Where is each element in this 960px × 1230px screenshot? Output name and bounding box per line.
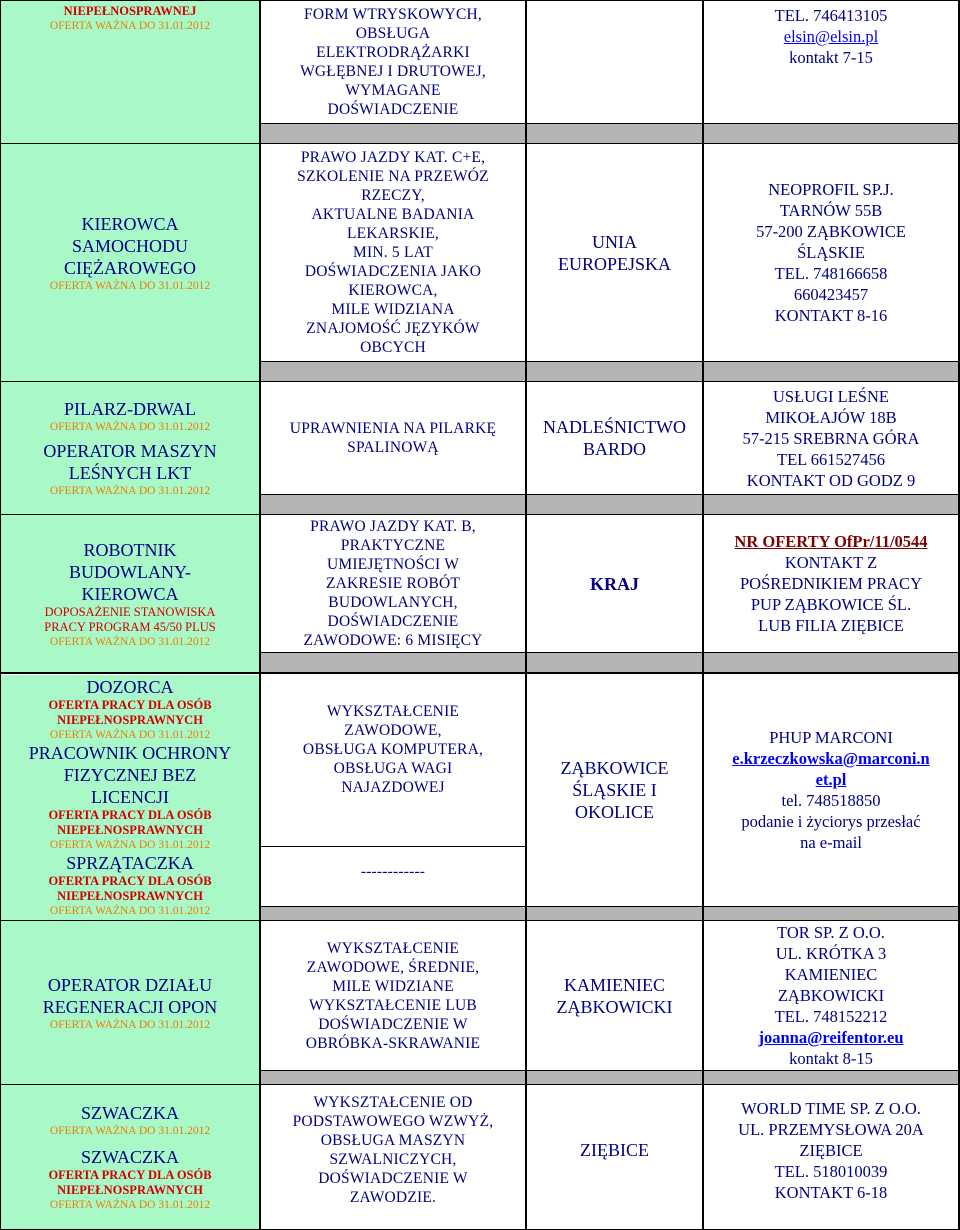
job-title: SZWACZKA xyxy=(81,1103,179,1123)
job-title: CIĘŻAROWEGO xyxy=(64,257,196,278)
row-gap xyxy=(261,1071,959,1084)
job-title: PRACOWNIK OCHRONY xyxy=(28,743,232,763)
job-title: KIEROWCA xyxy=(81,213,179,234)
email-link[interactable]: elsin@elsin.pl xyxy=(783,26,879,46)
grid-h xyxy=(261,1070,960,1071)
validity-note: OFERTA WAŻNA DO 31.01.2012 xyxy=(49,839,211,851)
place-cell: ZĄBKOWICE ŚLĄSKIE I OKOLICE xyxy=(560,758,669,822)
special-note: NIEPEŁNOSPRAWNEJ xyxy=(63,4,197,18)
job-cell xyxy=(1,674,259,920)
job-title: LICENCJI xyxy=(91,787,169,807)
place-cell: UNIA EUROPEJSKA xyxy=(557,231,672,274)
contact-cell: WORLD TIME SP. Z O.O. UL. PRZEMYSŁOWA 20A ZIĘBICE TEL. 518010039 KONTAKT 6-18 xyxy=(738,1098,924,1202)
validity-note: OFERTA WAŻNA DO 31.01.2012 xyxy=(49,1018,211,1031)
grid-h xyxy=(261,906,960,907)
grid-h xyxy=(261,494,960,495)
offer-number: NR OFERTY OfPr/11/0544 xyxy=(734,532,928,551)
special-note: OFERTA PRACY DLA OSÓB xyxy=(48,698,212,712)
requirements-cell: WYKSZTAŁCENIE ZAWODOWE, OBSŁUGA KOMPUTERA, OBSŁUGA WAGI NAJAZDOWEJ xyxy=(302,702,484,796)
validity-note: OFERTA WAŻNA DO 31.01.2012 xyxy=(49,1125,211,1137)
job-title: BUDOWLANY- xyxy=(69,561,191,582)
validity-note: OFERTA WAŻNA DO 31.01.2012 xyxy=(49,20,211,32)
job-cell xyxy=(1,921,259,1084)
grid-h xyxy=(261,846,525,847)
job-title: OPERATOR MASZYN xyxy=(43,441,217,461)
job-title: PILARZ-DRWAL xyxy=(64,399,196,419)
row-gap xyxy=(261,495,959,514)
row-gap xyxy=(261,362,959,381)
row-gap xyxy=(261,124,959,143)
contact-cell: TOR SP. Z O.O. UL. KRÓTKA 3 KAMIENIEC ZĄBKOWICKI TEL. 748152212 joanna@reifentor.eu kontakt 8-15 xyxy=(758,923,904,1068)
job-title: OPERATOR DZIAŁU xyxy=(47,974,213,995)
requirements-cell: PRAWO JAZDY KAT. C+E, SZKOLENIE NA PRZEWÓZ RZECZY, AKTUALNE BADANIA LEKARSKIE, MIN. 5 LAT DOŚWIADCZENIA JAKO KIEROWCA, MILE WIDZIANA ZNAJOMOŚĆ JĘZYKÓW OBCYCH xyxy=(297,149,489,356)
job-title: LEŚNYCH LKT xyxy=(68,463,192,483)
special-note: PRACY PROGRAM 45/50 PLUS xyxy=(44,619,216,634)
requirements-cell: PRAWO JAZDY KAT. B, PRAKTYCZNE UMIEJĘTNOŚCI W ZAKRESIE ROBÓT BUDOWLANYCH, DOŚWIADCZENIE ZAWODOWE: 6 MISIĘCY xyxy=(303,518,483,649)
requirements-cell: FORM WTRYSKOWYCH, OBSŁUGA ELEKTRODRĄŻARKI WGŁĘBNEJ I DRUTOWEJ, WYMAGANE DOŚWIADCZENIE xyxy=(300,6,486,118)
job-cell xyxy=(1,515,259,672)
validity-note: OFERTA WAŻNA DO 31.01.2012 xyxy=(49,485,211,497)
special-note: OFERTA PRACY DLA OSÓB xyxy=(48,808,212,822)
place-cell: KRAJ xyxy=(590,573,639,594)
row-gap xyxy=(261,653,959,672)
special-note: NIEPEŁNOSPRAWNYCH xyxy=(57,713,203,727)
place-cell: KAMIENIEC ZĄBKOWICKI xyxy=(556,974,673,1017)
grid-h xyxy=(261,123,960,124)
job-title: DOZORCA xyxy=(86,677,174,697)
place-cell: ZIĘBICE xyxy=(580,1140,649,1160)
contact-cell: TEL. 746413105 elsin@elsin.pl kontakt 7-15 xyxy=(774,5,888,67)
validity-note: OFERTA WAŻNA DO 31.01.2012 xyxy=(49,635,211,648)
email-link[interactable]: joanna@reifentor.eu xyxy=(758,1028,904,1047)
special-note: NIEPEŁNOSPRAWNYCH xyxy=(57,1183,203,1197)
company-name: PHUP MARCONI xyxy=(769,728,893,747)
special-note: NIEPEŁNOSPRAWNYCH xyxy=(57,889,203,903)
validity-note: OFERTA WAŻNA DO 31.01.2012 xyxy=(49,421,211,433)
validity-note: OFERTA WAŻNA DO 31.01.2012 xyxy=(49,729,211,741)
requirements-cell: WYKSZTAŁCENIE OD PODSTAWOWEGO WZWYŻ, OBSŁUGA MASZYN SZWALNICZYCH, DOŚWIADCZENIE W ZAWODZIE. xyxy=(292,1094,494,1206)
grid-h xyxy=(261,361,960,362)
validity-note: OFERTA WAŻNA DO 31.01.2012 xyxy=(49,279,211,292)
validity-note: OFERTA WAŻNA DO 31.01.2012 xyxy=(49,905,211,917)
job-cell xyxy=(1,144,259,361)
validity-note: OFERTA WAŻNA DO 31.01.2012 xyxy=(49,1199,211,1211)
job-title: SZWACZKA xyxy=(81,1147,179,1167)
contact-cell: NR OFERTY OfPr/11/0544 KONTAKT Z POŚREDNIKIEM PRACY PUP ZĄBKOWICE ŚL. LUB FILIA ZIĘBICE xyxy=(734,532,928,635)
job-title: SAMOCHODU xyxy=(71,235,188,256)
special-note: OFERTA PRACY DLA OSÓB xyxy=(48,1168,212,1182)
contact-cell: PHUP MARCONI e.krzeczkowska@marconi.n et.pl tel. 748518850 podanie i życiorys przesłać na e-mail xyxy=(732,728,930,852)
job-cell xyxy=(1,1085,259,1229)
special-note: DOPOSAŻENIE STANOWISKA xyxy=(44,604,216,619)
job-title: REGENERACJI OPON xyxy=(42,996,218,1017)
job-title: SPRZĄTACZKA xyxy=(66,853,194,873)
job-cell xyxy=(1,382,259,514)
requirements-cell: WYKSZTAŁCENIE ZAWODOWE, ŚREDNIE, MILE WIDZIANE WYKSZTAŁCENIE LUB DOŚWIADCZENIE W OBRÓBKA-SKRAWANIE xyxy=(305,939,481,1052)
requirements-cell: UPRAWNIENIA NA PILARKĘ SPALINOWĄ xyxy=(289,420,497,456)
requirements-cell: ------------ xyxy=(360,862,426,880)
special-note: OFERTA PRACY DLA OSÓB xyxy=(48,874,212,888)
job-title: ROBOTNIK xyxy=(83,539,177,560)
job-cell xyxy=(1,1,259,41)
grid-h xyxy=(261,652,960,653)
row-gap xyxy=(261,907,959,920)
contact-cell: NEOPROFIL SP.J. TARNÓW 55B 57-200 ZĄBKOWICE ŚLĄSKIE TEL. 748166658 660423457 KONTAKT 8-16 xyxy=(756,180,906,325)
place-cell: NADLEŚNICTWO BARDO xyxy=(543,417,686,459)
contact-cell: USŁUGI LEŚNE MIKOŁAJÓW 18B 57-215 SREBRNA GÓRA TEL 661527456 KONTAKT OD GODZ 9 xyxy=(742,386,920,490)
email-link[interactable]: et.pl xyxy=(815,770,847,789)
job-title: KIEROWCA xyxy=(81,583,179,604)
email-link[interactable]: e.krzeczkowska@marconi.n xyxy=(732,749,930,768)
job-title: FIZYCZNEJ BEZ xyxy=(63,765,197,785)
special-note: NIEPEŁNOSPRAWNYCH xyxy=(57,823,203,837)
